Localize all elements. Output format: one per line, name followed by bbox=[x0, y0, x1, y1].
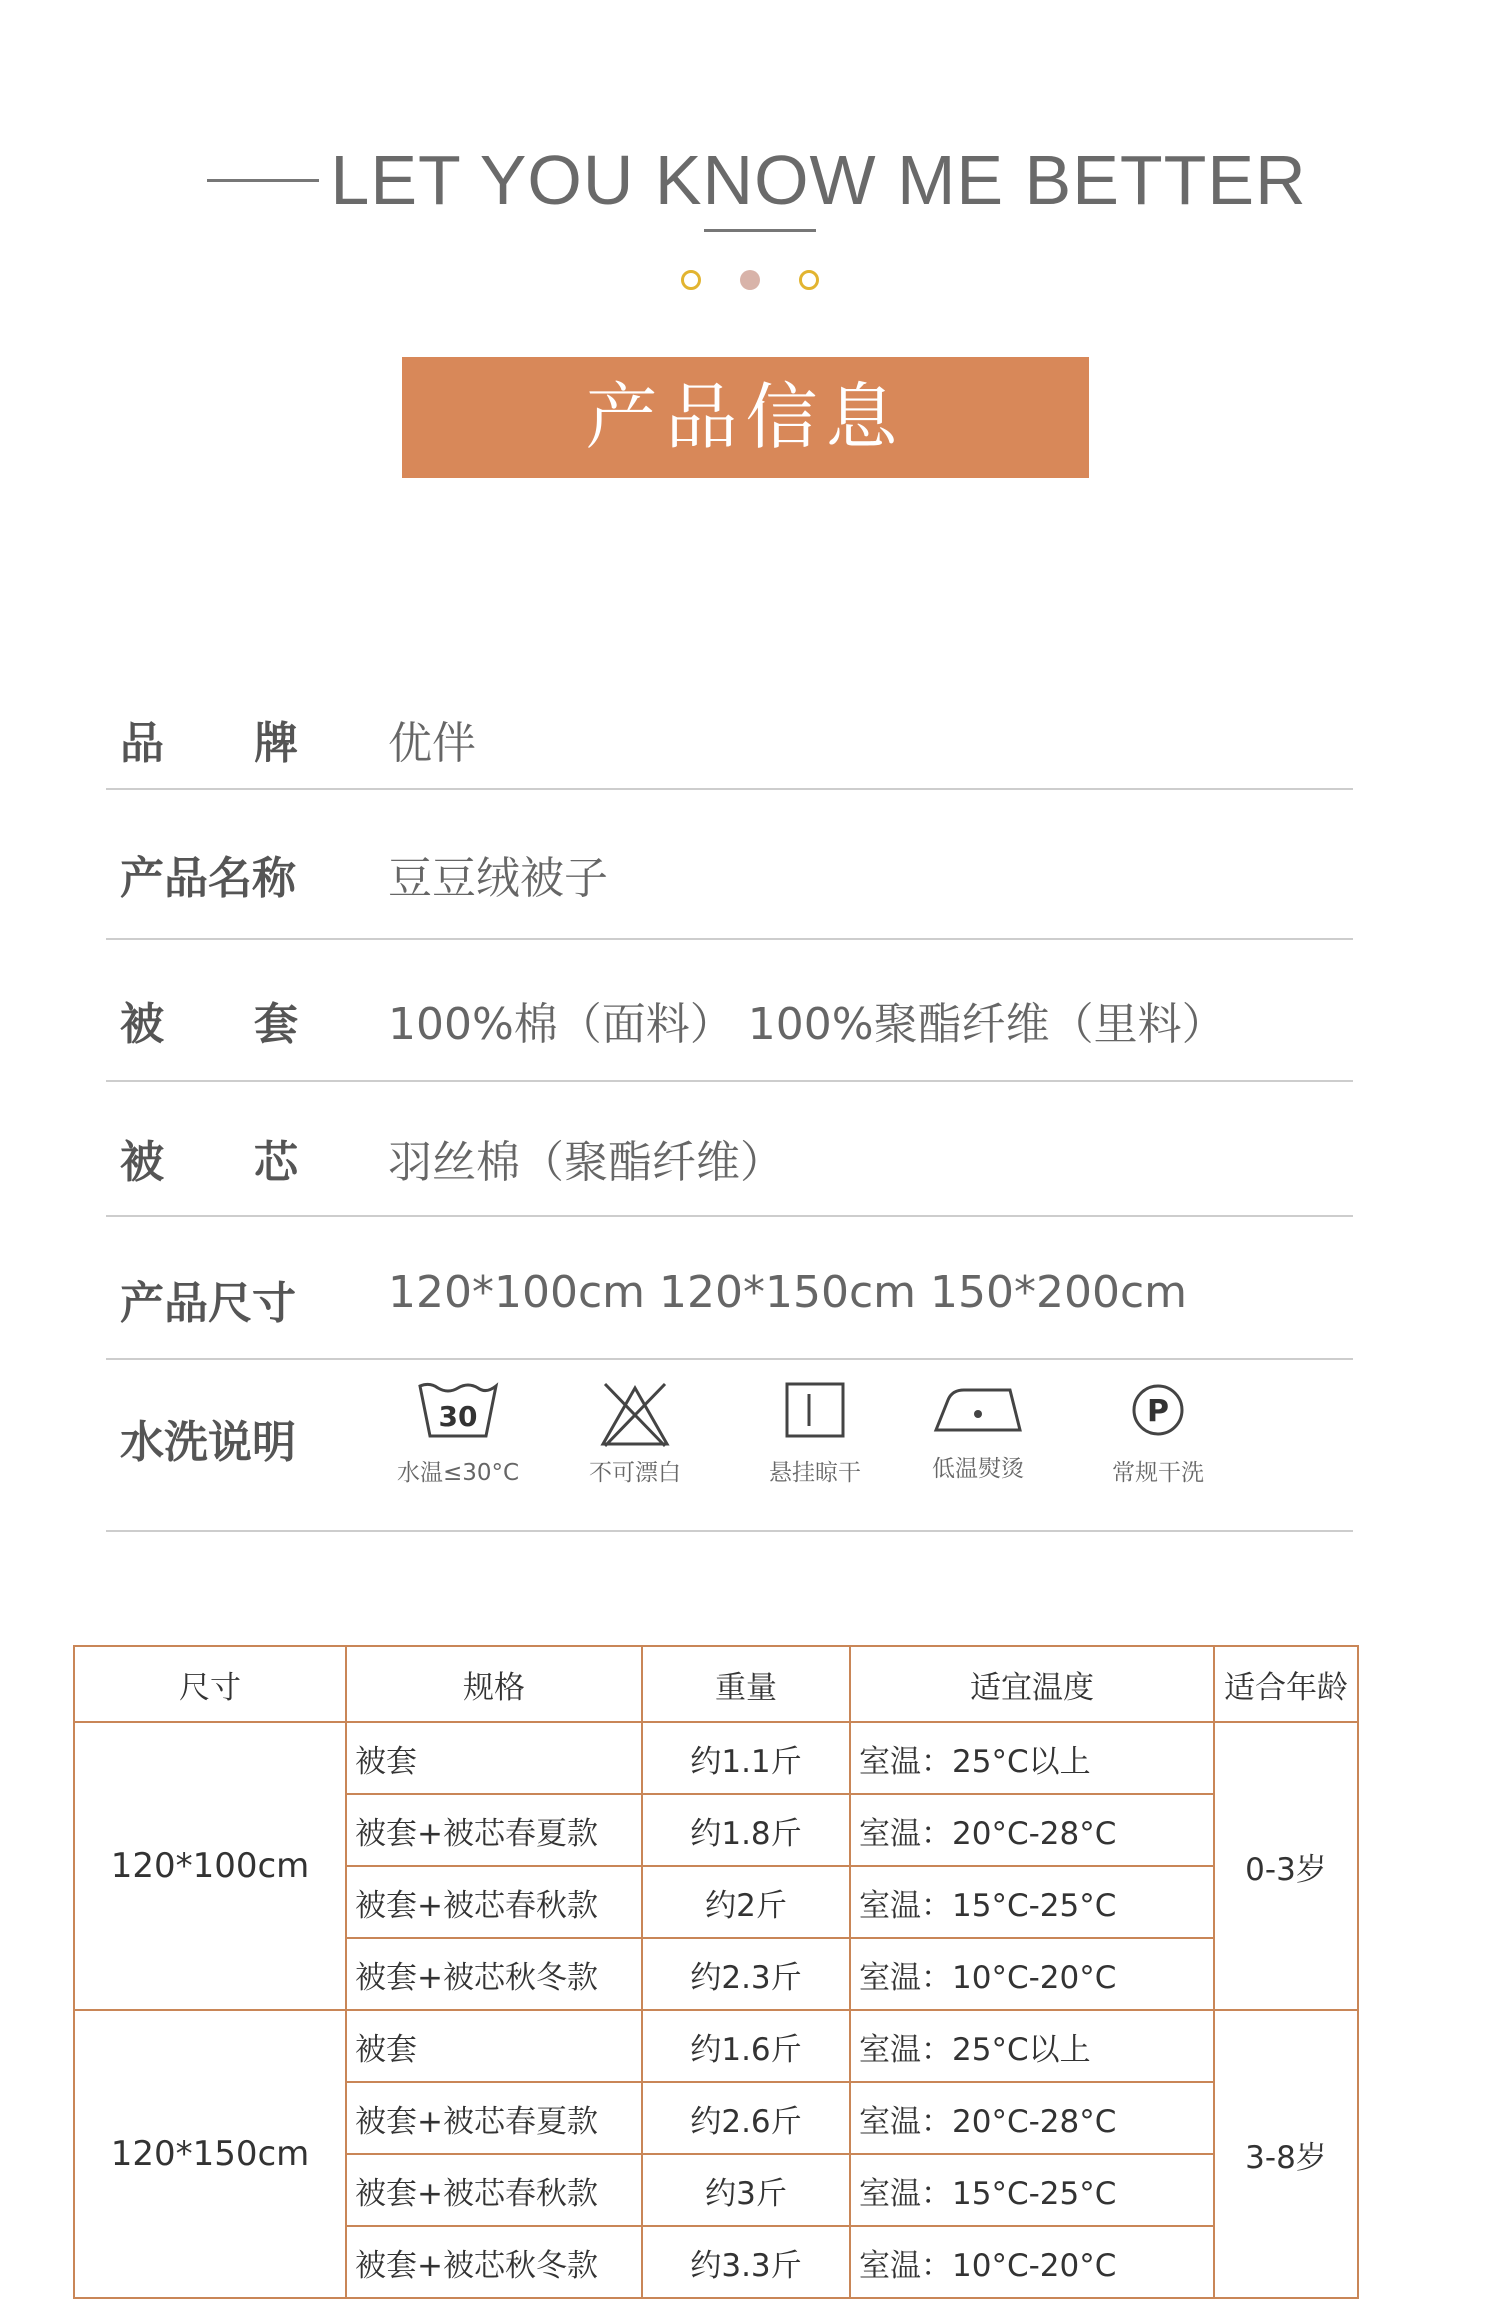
spec-cell: 被套+被芯春秋款 bbox=[346, 1866, 642, 1938]
carousel-dots bbox=[0, 270, 1500, 294]
column-header: 规格 bbox=[346, 1646, 642, 1722]
info-value: 优伴 bbox=[388, 718, 476, 769]
temp-cell: 室温：25°C以上 bbox=[850, 1722, 1214, 1794]
info-value: 豆豆绒被子 bbox=[388, 853, 608, 904]
section-banner: 产品信息 bbox=[402, 357, 1089, 478]
care-item bbox=[755, 1380, 875, 1487]
care-item bbox=[575, 1380, 695, 1487]
info-row-size bbox=[106, 1217, 1353, 1360]
size-cell: 120*150cm bbox=[74, 2010, 346, 2298]
info-label: 产品名称 bbox=[120, 853, 296, 904]
column-header: 重量 bbox=[642, 1646, 850, 1722]
temp-cell: 室温：20°C-28°C bbox=[850, 2082, 1214, 2154]
weight-cell: 约2.6斤 bbox=[642, 2082, 850, 2154]
care-item bbox=[918, 1380, 1038, 1483]
slogan-heading bbox=[200, 140, 1320, 250]
spec-table bbox=[73, 1645, 1359, 2299]
column-header: 适宜温度 bbox=[850, 1646, 1214, 1722]
care-instructions bbox=[388, 1380, 1288, 1500]
weight-cell: 约1.1斤 bbox=[642, 1722, 850, 1794]
spec-cell: 被套+被芯秋冬款 bbox=[346, 2226, 642, 2298]
spec-cell: 被套 bbox=[346, 1722, 642, 1794]
weight-cell: 约3斤 bbox=[642, 2154, 850, 2226]
spec-cell: 被套 bbox=[346, 2010, 642, 2082]
wash-30-icon bbox=[416, 1380, 500, 1440]
heading-right-rule bbox=[704, 229, 816, 232]
info-row-core bbox=[106, 1082, 1353, 1217]
dry-clean-icon bbox=[1128, 1380, 1188, 1440]
no-bleach-icon bbox=[597, 1380, 673, 1450]
care-item bbox=[1098, 1380, 1218, 1487]
temp-cell: 室温：10°C-20°C bbox=[850, 2226, 1214, 2298]
dot-indicator[interactable] bbox=[799, 270, 819, 290]
info-value: 120*100cm 120*150cm 150*200cm bbox=[388, 1267, 1188, 1318]
heading-left-rule bbox=[207, 179, 319, 182]
care-item bbox=[388, 1380, 528, 1487]
info-value: 100%棉（面料） 100%聚酯纤维（里料） bbox=[388, 999, 1226, 1050]
low-iron-icon bbox=[932, 1380, 1024, 1436]
info-row-name bbox=[106, 790, 1353, 940]
weight-cell: 约1.6斤 bbox=[642, 2010, 850, 2082]
care-caption: 低温熨烫 bbox=[932, 1456, 1024, 1482]
weight-cell: 约1.8斤 bbox=[642, 1794, 850, 1866]
column-header: 尺寸 bbox=[74, 1646, 346, 1722]
spec-cell: 被套+被芯秋冬款 bbox=[346, 1938, 642, 2010]
temp-cell: 室温：20°C-28°C bbox=[850, 1794, 1214, 1866]
table-row bbox=[74, 2010, 1358, 2082]
info-label: 产品尺寸 bbox=[120, 1278, 296, 1329]
weight-cell: 约3.3斤 bbox=[642, 2226, 850, 2298]
info-row-care bbox=[106, 1360, 1353, 1532]
dot-indicator-active[interactable] bbox=[740, 270, 760, 290]
info-label: 被 套 bbox=[120, 999, 298, 1050]
info-label: 水洗说明 bbox=[120, 1417, 296, 1468]
spec-cell: 被套+被芯春秋款 bbox=[346, 2154, 642, 2226]
care-caption: 常规干洗 bbox=[1112, 1460, 1204, 1486]
column-header: 适合年龄 bbox=[1214, 1646, 1358, 1722]
temp-cell: 室温：25°C以上 bbox=[850, 2010, 1214, 2082]
info-value: 羽丝棉（聚酯纤维） bbox=[388, 1137, 784, 1188]
info-row-cover bbox=[106, 940, 1353, 1082]
info-label: 被 芯 bbox=[120, 1137, 298, 1188]
table-header-row bbox=[74, 1646, 1358, 1722]
info-label: 品 牌 bbox=[120, 718, 298, 769]
size-cell: 120*100cm bbox=[74, 1722, 346, 2010]
info-row-brand bbox=[106, 675, 1353, 790]
temp-cell: 室温：15°C-25°C bbox=[850, 1866, 1214, 1938]
hang-dry-icon bbox=[783, 1380, 847, 1440]
care-caption: 不可漂白 bbox=[589, 1460, 681, 1486]
dot-indicator[interactable] bbox=[681, 270, 701, 290]
age-cell: 0-3岁 bbox=[1214, 1722, 1358, 2010]
svg-text:30: 30 bbox=[438, 1400, 478, 1433]
svg-text:P: P bbox=[1147, 1394, 1169, 1429]
weight-cell: 约2斤 bbox=[642, 1866, 850, 1938]
product-info-list bbox=[106, 675, 1353, 1532]
table-row bbox=[74, 1722, 1358, 1794]
care-caption: 悬挂晾干 bbox=[769, 1460, 861, 1486]
weight-cell: 约2.3斤 bbox=[642, 1938, 850, 2010]
temp-cell: 室温：10°C-20°C bbox=[850, 1938, 1214, 2010]
care-caption: 水温≤30°C bbox=[396, 1460, 520, 1486]
age-cell: 3-8岁 bbox=[1214, 2010, 1358, 2298]
spec-cell: 被套+被芯春夏款 bbox=[346, 1794, 642, 1866]
slogan-text: LET YOU KNOW ME BETTER bbox=[330, 141, 1307, 219]
temp-cell: 室温：15°C-25°C bbox=[850, 2154, 1214, 2226]
spec-cell: 被套+被芯春夏款 bbox=[346, 2082, 642, 2154]
